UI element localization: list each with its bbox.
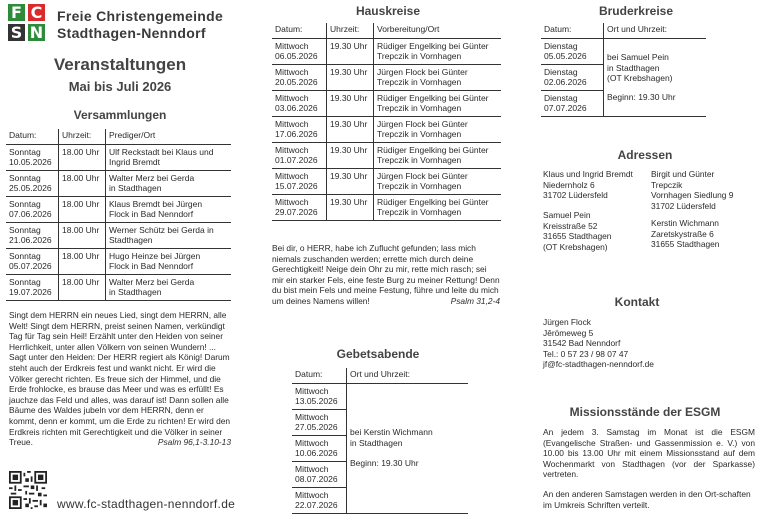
date-cell — [292, 487, 347, 513]
person-line-1: Jürgen Flock bei Günter — [377, 66, 468, 77]
time-cell: 19.30 Uhr — [327, 194, 374, 220]
time-cell: 18.00 Uhr — [59, 274, 106, 300]
date-line-2: 01.07.2026 — [275, 155, 318, 165]
date-line-1: Mittwoch — [275, 92, 309, 103]
date-line-1: Mittwoch — [275, 196, 309, 207]
hauskreise-table — [272, 23, 501, 221]
person-line-2: Trepczik in Vornhagen — [377, 51, 462, 61]
time-cell: 18.00 Uhr — [59, 248, 106, 274]
date-cell — [272, 38, 327, 64]
person-line-1: Walter Merz bei Gerda — [109, 276, 195, 287]
place-time-cell — [604, 38, 707, 116]
place-line: in Stadthagen — [350, 437, 403, 448]
contact-block — [543, 317, 758, 370]
date-line-2: 25.05.2026 — [9, 183, 52, 193]
person-line-2: Trepczik in Vornhagen — [377, 181, 462, 191]
place-line: in Stadthagen — [607, 62, 660, 73]
time-cell: 19.30 Uhr — [327, 90, 374, 116]
date-line-2: 10.05.2026 — [9, 157, 52, 167]
versammlungen-title: Versammlungen — [73, 108, 167, 122]
date-line-2: 07.07.2026 — [544, 103, 587, 113]
date-line-1: Sonntag — [9, 224, 41, 235]
mission-title: Missionsstände der ESGM — [569, 405, 721, 419]
col-header-date: Datum: — [541, 23, 604, 38]
person-line-1: Klaus Bremdt bei Jürgen — [109, 198, 203, 209]
place-line: bei Kerstin Wichmann — [350, 427, 433, 438]
date-cell — [272, 168, 327, 194]
date-line-2: 21.06.2026 — [9, 235, 52, 245]
psalm-96-text: Singt dem HERRN ein neues Lied, singt dem HERRN, alle Welt! Singt dem HERRN, preist seinen Namen, verkündigt Tag für Tag sein Heil! Erzählt unter den Heiden von seiner Herrlichkeit, unter allen Völkern von seinen Wundern! ... Sagt unter den Heiden: Der HERR regiert als König! Darum steht auch der Erdkreis fest und wankt nicht. Er wird die Völker gerecht richten. Es freue sich der Himmel, und die Erde frohlocke, es brause das Meer und was es erfüllt! Es jauchze das Feld und alles, was darauf ist! Dann sollen alle Bäume des Waldes jubeln vor dem HERRN, denn er kommt, denn er kommt, um die Erde zu richten! Er wird den Erdkreis richten mit Gerechtigkeit und die Völker in seiner Treue. — [9, 310, 231, 448]
address-line: Samuel Pein — [543, 210, 591, 220]
address-trepczik — [651, 169, 759, 211]
date-cell — [541, 38, 604, 64]
table-row — [6, 170, 231, 196]
versammlungen-table — [6, 129, 231, 301]
address-line: Niedernholz 6 — [543, 179, 595, 190]
person-line-2: Trepczik in Vornhagen — [377, 77, 462, 87]
date-cell — [6, 222, 59, 248]
address-line: Birgit und Günter — [651, 169, 715, 179]
address-line: 31702 Lüdersfeld — [651, 200, 716, 211]
address-line: 31655 Stadthagen — [543, 231, 612, 241]
table-row — [541, 38, 706, 64]
date-line-1: Mittwoch — [295, 437, 329, 448]
psalm-96 — [9, 310, 231, 448]
contact-name: Jürgen Flock — [543, 317, 591, 327]
col-header-preparation: Vorbereitung/Ort — [374, 23, 502, 38]
date-line-2: 06.05.2026 — [275, 51, 318, 61]
date-line-1: Sonntag — [9, 172, 41, 183]
place-line: (OT Krebshagen) — [607, 73, 673, 83]
person-cell — [106, 248, 232, 274]
kontakt-title: Kontakt — [614, 295, 660, 309]
person-cell — [106, 144, 232, 170]
contact-email[interactable]: jf@fc-stadthagen-nenndorf.de — [543, 359, 654, 369]
logo-letter-s: S — [8, 24, 25, 41]
address-wichmann — [651, 218, 759, 250]
date-line-2: 17.06.2026 — [275, 129, 318, 139]
date-line-2: 05.05.2026 — [544, 51, 587, 61]
person-cell — [374, 168, 502, 194]
col-header-time: Uhrzeit: — [59, 129, 106, 144]
date-line-2: 10.06.2026 — [295, 448, 338, 458]
person-line-2: Trepczik in Vornhagen — [377, 207, 462, 217]
page-title: Veranstaltungen — [53, 55, 187, 74]
time-cell: 18.00 Uhr — [59, 196, 106, 222]
person-line-1: Rüdiger Engelking bei Günter — [377, 196, 489, 207]
date-cell — [272, 142, 327, 168]
gebetsabende-rows — [292, 383, 468, 513]
date-cell — [272, 116, 327, 142]
place-line: bei Samuel Pein — [607, 52, 669, 62]
table-row — [6, 274, 231, 300]
time-cell: 18.00 Uhr — [59, 222, 106, 248]
logo-letter-c: C — [28, 4, 45, 21]
column-right — [536, 0, 760, 513]
contact-phone: Tel.: 0 57 23 / 98 07 47 — [543, 348, 629, 359]
person-line-1: Werner Schütz bei Gerda in — [109, 224, 214, 235]
person-line-2: in Stadthagen — [109, 287, 162, 297]
person-line-1: Jürgen Flock bei Günter — [377, 118, 468, 129]
date-line-2: 07.06.2026 — [9, 209, 52, 219]
table-row — [272, 116, 501, 142]
date-line-1: Mittwoch — [275, 40, 309, 51]
adressen-title: Adressen — [617, 148, 673, 162]
psalm-31 — [272, 243, 500, 307]
table-row — [272, 194, 501, 220]
date-line-1: Mittwoch — [295, 411, 329, 422]
person-line-1: Rüdiger Engelking bei Günter — [377, 144, 489, 155]
date-line-2: 20.05.2026 — [275, 77, 318, 87]
date-line-2: 08.07.2026 — [295, 474, 338, 484]
person-line-2: Stadthagen — [109, 235, 153, 245]
date-cell — [292, 409, 347, 435]
versammlungen-rows — [6, 144, 231, 300]
date-cell — [272, 194, 327, 220]
gebetsabende-title: Gebetsabende — [336, 347, 420, 361]
date-line-2: 19.07.2026 — [9, 287, 52, 297]
address-line: Klaus und Ingrid Bremdt — [543, 169, 633, 179]
table-row — [6, 196, 231, 222]
person-cell — [374, 38, 502, 64]
person-line-2: Flock in Bad Nenndorf — [109, 209, 194, 219]
date-line-2: 02.06.2026 — [544, 77, 587, 87]
psalm-31-text: Bei dir, o HERR, habe ich Zuflucht gefunden; lass mich niemals zuschanden werden; errette mich durch deine Gerechtigkeit! Neige dein Ohr zu mir, rette mich rasch; sei mir ein starker Fels, eine feste Burg zu meiner Rettung! Denn du bist mein Fels und meine Festung, führe und leite du mich um deines Namens willen! — [272, 243, 500, 306]
person-cell — [106, 196, 232, 222]
qr-code-icon — [9, 471, 47, 509]
logo-letter-n: N — [29, 23, 44, 42]
table-row — [292, 383, 468, 409]
page-subtitle: Mai bis Juli 2026 — [68, 79, 172, 94]
hauskreise-title: Hauskreise — [355, 4, 421, 18]
table-row — [272, 90, 501, 116]
contact-street: Jêrömeweg 5 — [543, 327, 594, 338]
person-line-2: in Stadthagen — [109, 183, 162, 193]
date-line-2: 13.05.2026 — [295, 396, 338, 406]
start-time: Beginn: 19.30 Uhr — [607, 91, 676, 102]
date-line-1: Dienstag — [544, 40, 578, 51]
column-left — [0, 0, 240, 513]
date-line-2: 22.07.2026 — [295, 500, 338, 510]
col-header-date: Datum: — [292, 368, 347, 383]
date-cell — [292, 461, 347, 487]
address-bremdt — [543, 169, 653, 201]
table-row — [272, 168, 501, 194]
person-cell — [374, 116, 502, 142]
time-cell: 19.30 Uhr — [327, 116, 374, 142]
date-cell — [6, 170, 59, 196]
person-cell — [374, 64, 502, 90]
date-line-1: Mittwoch — [275, 144, 309, 155]
person-line-2: Trepczik in Vornhagen — [377, 129, 462, 139]
date-line-1: Mittwoch — [295, 463, 329, 474]
date-cell — [6, 144, 59, 170]
date-line-2: 15.07.2026 — [275, 181, 318, 191]
col-header-place-time: Ort und Uhrzeit: — [347, 368, 469, 383]
person-line-1: Hugo Heinze bei Jürgen — [109, 250, 201, 261]
table-row — [6, 222, 231, 248]
time-cell: 19.30 Uhr — [327, 142, 374, 168]
contact-city: 31542 Bad Nenndorf — [543, 338, 621, 348]
person-line-1: Rüdiger Engelking bei Günter — [377, 40, 489, 51]
col-header-date: Datum: — [6, 129, 59, 144]
date-cell — [6, 196, 59, 222]
date-cell — [292, 383, 347, 409]
website-url[interactable]: www.fc-stadthagen-nenndorf.de — [57, 497, 236, 511]
person-line-1: Walter Merz bei Gerda — [109, 172, 195, 183]
start-time: Beginn: 19.30 Uhr — [350, 458, 419, 469]
person-cell — [106, 222, 232, 248]
mission-paragraph-2: An den anderen Samstagen werden in den Ort-schaften im Umkreis Schriften verteilt. — [543, 489, 751, 510]
time-cell: 19.30 Uhr — [327, 168, 374, 194]
date-line-1: Mittwoch — [295, 489, 329, 500]
table-row — [272, 38, 501, 64]
table-row — [272, 142, 501, 168]
person-cell — [374, 142, 502, 168]
church-logo — [8, 4, 46, 42]
address-pein — [543, 210, 653, 252]
date-cell — [541, 90, 604, 116]
person-line-2: Flock in Bad Nenndorf — [109, 261, 194, 271]
person-line-1: Rüdiger Engelking bei Günter — [377, 92, 489, 103]
person-line-2: Trepczik in Vornhagen — [377, 103, 462, 113]
date-line-1: Mittwoch — [275, 118, 309, 129]
gebetsabende-table — [292, 368, 468, 514]
bruderkreise-table — [541, 23, 706, 117]
col-header-date: Datum: — [272, 23, 327, 38]
address-line: (OT Krebshagen) — [543, 241, 608, 252]
date-line-2: 29.07.2026 — [275, 207, 318, 217]
person-cell — [106, 170, 232, 196]
person-line-2: Ingrid Bremdt — [109, 157, 161, 167]
col-header-preacher: Prediger/Ort — [106, 129, 232, 144]
org-line-1: Freie Christengemeinde — [57, 8, 224, 24]
date-line-2: 27.05.2026 — [295, 422, 338, 432]
mission-paragraph-1: An jedem 3. Samstag im Monat ist die ESGM (Evangelische Straßen- und Gassenmission e. V.) von 10.00 bis 13.00 Uhr mit einem Missionsstand auf dem Wochenmarkt von Stadthagen (vor der Sparkasse) vertreten. — [543, 427, 755, 479]
person-cell — [374, 90, 502, 116]
table-row — [6, 248, 231, 274]
date-cell — [272, 90, 327, 116]
place-time-cell — [347, 383, 469, 513]
date-line-1: Dienstag — [544, 66, 578, 77]
date-line-1: Mittwoch — [295, 385, 329, 396]
col-header-time: Uhrzeit: — [327, 23, 374, 38]
column-middle — [268, 0, 508, 513]
date-line-1: Sonntag — [9, 250, 41, 261]
time-cell: 18.00 Uhr — [59, 170, 106, 196]
date-line-1: Sonntag — [9, 276, 41, 287]
time-cell: 18.00 Uhr — [59, 144, 106, 170]
time-cell: 19.30 Uhr — [327, 64, 374, 90]
date-cell — [6, 248, 59, 274]
date-line-1: Mittwoch — [275, 66, 309, 77]
date-line-2: 03.06.2026 — [275, 103, 318, 113]
org-name — [57, 8, 223, 42]
date-cell — [6, 274, 59, 300]
date-cell — [292, 435, 347, 461]
psalm-96-ref: Psalm 96,1-3.10-13 — [157, 437, 231, 448]
address-line: Vornhagen Siedlung 9 — [651, 190, 734, 200]
person-cell — [374, 194, 502, 220]
date-line-1: Dienstag — [544, 92, 578, 103]
time-cell: 19.30 Uhr — [327, 38, 374, 64]
org-line-2: Stadthagen-Nenndorf — [57, 25, 206, 41]
date-cell — [541, 64, 604, 90]
address-line: Kerstin Wichmann — [651, 218, 719, 228]
address-line: Trepczik — [651, 179, 683, 190]
address-line: 31702 Lüdersfeld — [543, 190, 608, 200]
address-line: Zaretskystraße 6 — [651, 228, 714, 239]
table-row — [6, 144, 231, 170]
date-line-2: 05.07.2026 — [9, 261, 52, 271]
person-line-1: Jürgen Flock bei Günter — [377, 170, 468, 181]
psalm-31-ref: Psalm 31,2-4 — [450, 295, 500, 306]
address-line: 31655 Stadthagen — [651, 239, 720, 249]
bruderkreise-rows — [541, 38, 706, 116]
person-line-2: Trepczik in Vornhagen — [377, 155, 462, 165]
date-line-1: Mittwoch — [275, 170, 309, 181]
bruderkreise-title: Bruderkreise — [598, 4, 674, 18]
hauskreise-rows — [272, 38, 501, 220]
address-line: Kreisstraße 52 — [543, 220, 598, 231]
table-row — [272, 64, 501, 90]
person-cell — [106, 274, 232, 300]
person-line-1: Ulf Reckstadt bei Klaus und — [109, 146, 214, 157]
date-line-1: Sonntag — [9, 146, 41, 157]
date-line-1: Sonntag — [9, 198, 41, 209]
logo-letter-f: F — [8, 4, 25, 21]
col-header-place-time: Ort und Uhrzeit: — [604, 23, 707, 38]
date-cell — [272, 64, 327, 90]
